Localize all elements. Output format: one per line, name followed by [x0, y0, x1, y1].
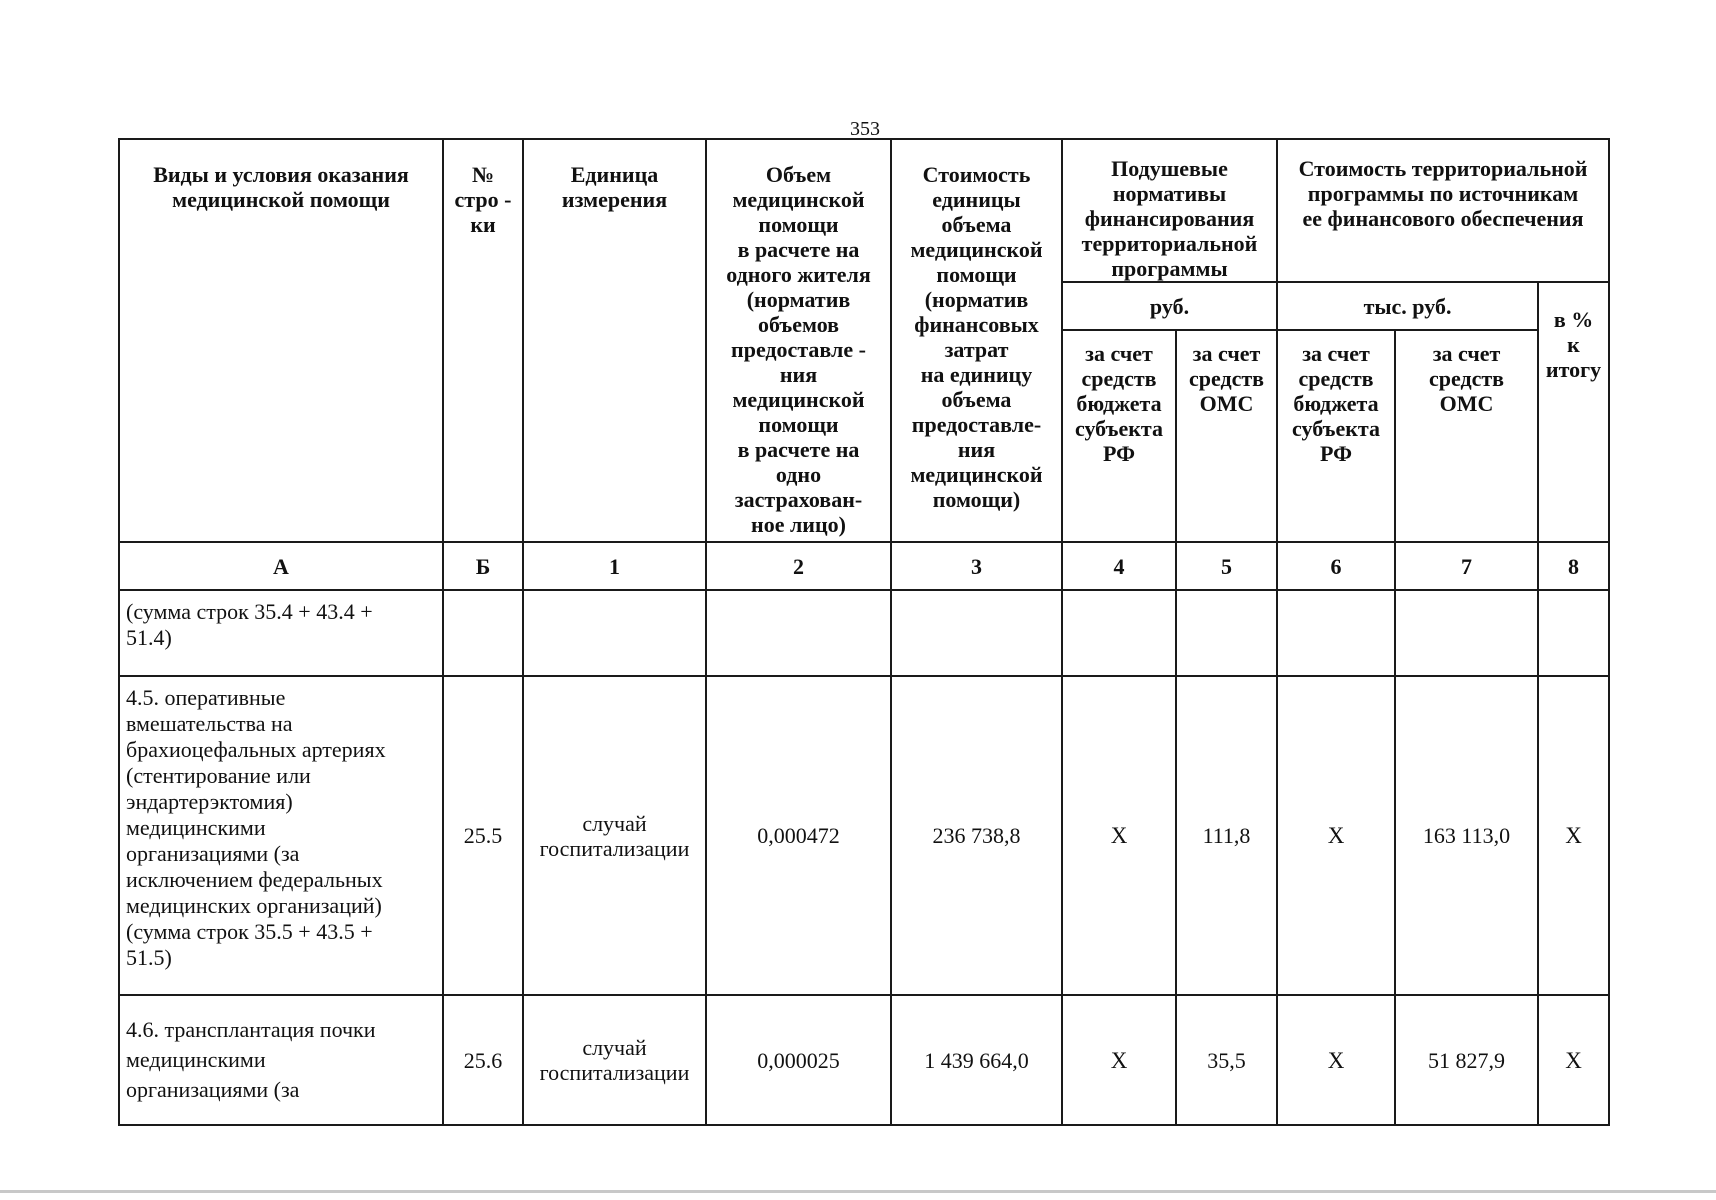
- row-volume: 0,000025: [706, 995, 891, 1125]
- column-index-cell: 5: [1176, 542, 1277, 590]
- financing-table-container: [118, 138, 1608, 1126]
- row-percent: Х: [1538, 995, 1609, 1125]
- header-cost-budget: за счет средств бюджета субъекта РФ: [1277, 330, 1395, 542]
- header-volume-norm: Объем медицинской помощи в расчете на одного жителя (норматив объемов предоставле - ния медицинской помощи в расчете на одно застрахован- ное лицо): [706, 139, 891, 542]
- column-index-cell: А: [119, 542, 443, 590]
- row-per-capita-budget: Х: [1062, 676, 1176, 995]
- header-unit: Единица измерения: [523, 139, 706, 542]
- row-unit: случай госпитализации: [523, 995, 706, 1125]
- column-index-cell: Б: [443, 542, 523, 590]
- header-unit-thousand-rub: тыс. руб.: [1277, 282, 1538, 330]
- row-percent: Х: [1538, 676, 1609, 995]
- row-unit: случай госпитализации: [523, 676, 706, 995]
- column-index-cell: 6: [1277, 542, 1395, 590]
- scan-edge-line: [0, 1190, 1716, 1193]
- column-index-cell: 4: [1062, 542, 1176, 590]
- column-index-cell: 7: [1395, 542, 1538, 590]
- row-percent: [1538, 590, 1609, 676]
- column-index-cell: 2: [706, 542, 891, 590]
- table-row: [119, 590, 1609, 676]
- row-unit-cost: 1 439 664,0: [891, 995, 1062, 1125]
- column-index-cell: 3: [891, 542, 1062, 590]
- financing-table: [118, 138, 1610, 1126]
- header-program-cost-group: Стоимость территориальной программы по источникам ее финансового обеспечения: [1277, 139, 1609, 282]
- row-cost-budget: Х: [1277, 676, 1395, 995]
- row-cost-oms: 163 113,0: [1395, 676, 1538, 995]
- row-per-capita-oms: 35,5: [1176, 995, 1277, 1125]
- header-line-number: № стро - ки: [443, 139, 523, 542]
- row-per-capita-budget: [1062, 590, 1176, 676]
- row-name: 4.5. оперативные вмешательства на брахиоцефальных артериях (стентирование или эндартерэктомия) медицинскими организациями (за исключением федеральных медицинских организаций) (сумма строк 35.5 + 43.5 + 51.5): [119, 676, 443, 995]
- column-index-cell: 8: [1538, 542, 1609, 590]
- row-per-capita-budget: Х: [1062, 995, 1176, 1125]
- header-unit-cost-norm: Стоимость единицы объема медицинской помощи (норматив финансовых затрат на единицу объема предоставле- ния медицинской помощи): [891, 139, 1062, 542]
- row-cost-budget: Х: [1277, 995, 1395, 1125]
- header-per-capita-oms: за счет средств ОМС: [1176, 330, 1277, 542]
- header-care-types: Виды и условия оказания медицинской помощи: [119, 139, 443, 542]
- row-name: (сумма строк 35.4 + 43.4 + 51.4): [119, 590, 443, 676]
- row-line-number: [443, 590, 523, 676]
- column-index-row: [119, 542, 1609, 590]
- header-percent-of-total: в % к итогу: [1538, 282, 1609, 542]
- row-cost-budget: [1277, 590, 1395, 676]
- row-line-number: 25.6: [443, 995, 523, 1125]
- row-cost-oms: [1395, 590, 1538, 676]
- table-row: [119, 676, 1609, 995]
- header-unit-rub: руб.: [1062, 282, 1277, 330]
- row-line-number: 25.5: [443, 676, 523, 995]
- row-unit: [523, 590, 706, 676]
- row-per-capita-oms: [1176, 590, 1277, 676]
- column-index-cell: 1: [523, 542, 706, 590]
- header-row: [119, 139, 1609, 282]
- header-per-capita-group: Подушевые нормативы финансирования территориальной программы: [1062, 139, 1277, 282]
- table-row: [119, 995, 1609, 1125]
- header-cost-oms: за счет средств ОМС: [1395, 330, 1538, 542]
- header-per-capita-budget: за счет средств бюджета субъекта РФ: [1062, 330, 1176, 542]
- row-unit-cost: 236 738,8: [891, 676, 1062, 995]
- row-cost-oms: 51 827,9: [1395, 995, 1538, 1125]
- row-unit-cost: [891, 590, 1062, 676]
- row-per-capita-oms: 111,8: [1176, 676, 1277, 995]
- row-volume: [706, 590, 891, 676]
- row-name: 4.6. трансплантация почки медицинскими организациями (за: [119, 995, 443, 1125]
- row-volume: 0,000472: [706, 676, 891, 995]
- page-number: 353: [850, 118, 880, 140]
